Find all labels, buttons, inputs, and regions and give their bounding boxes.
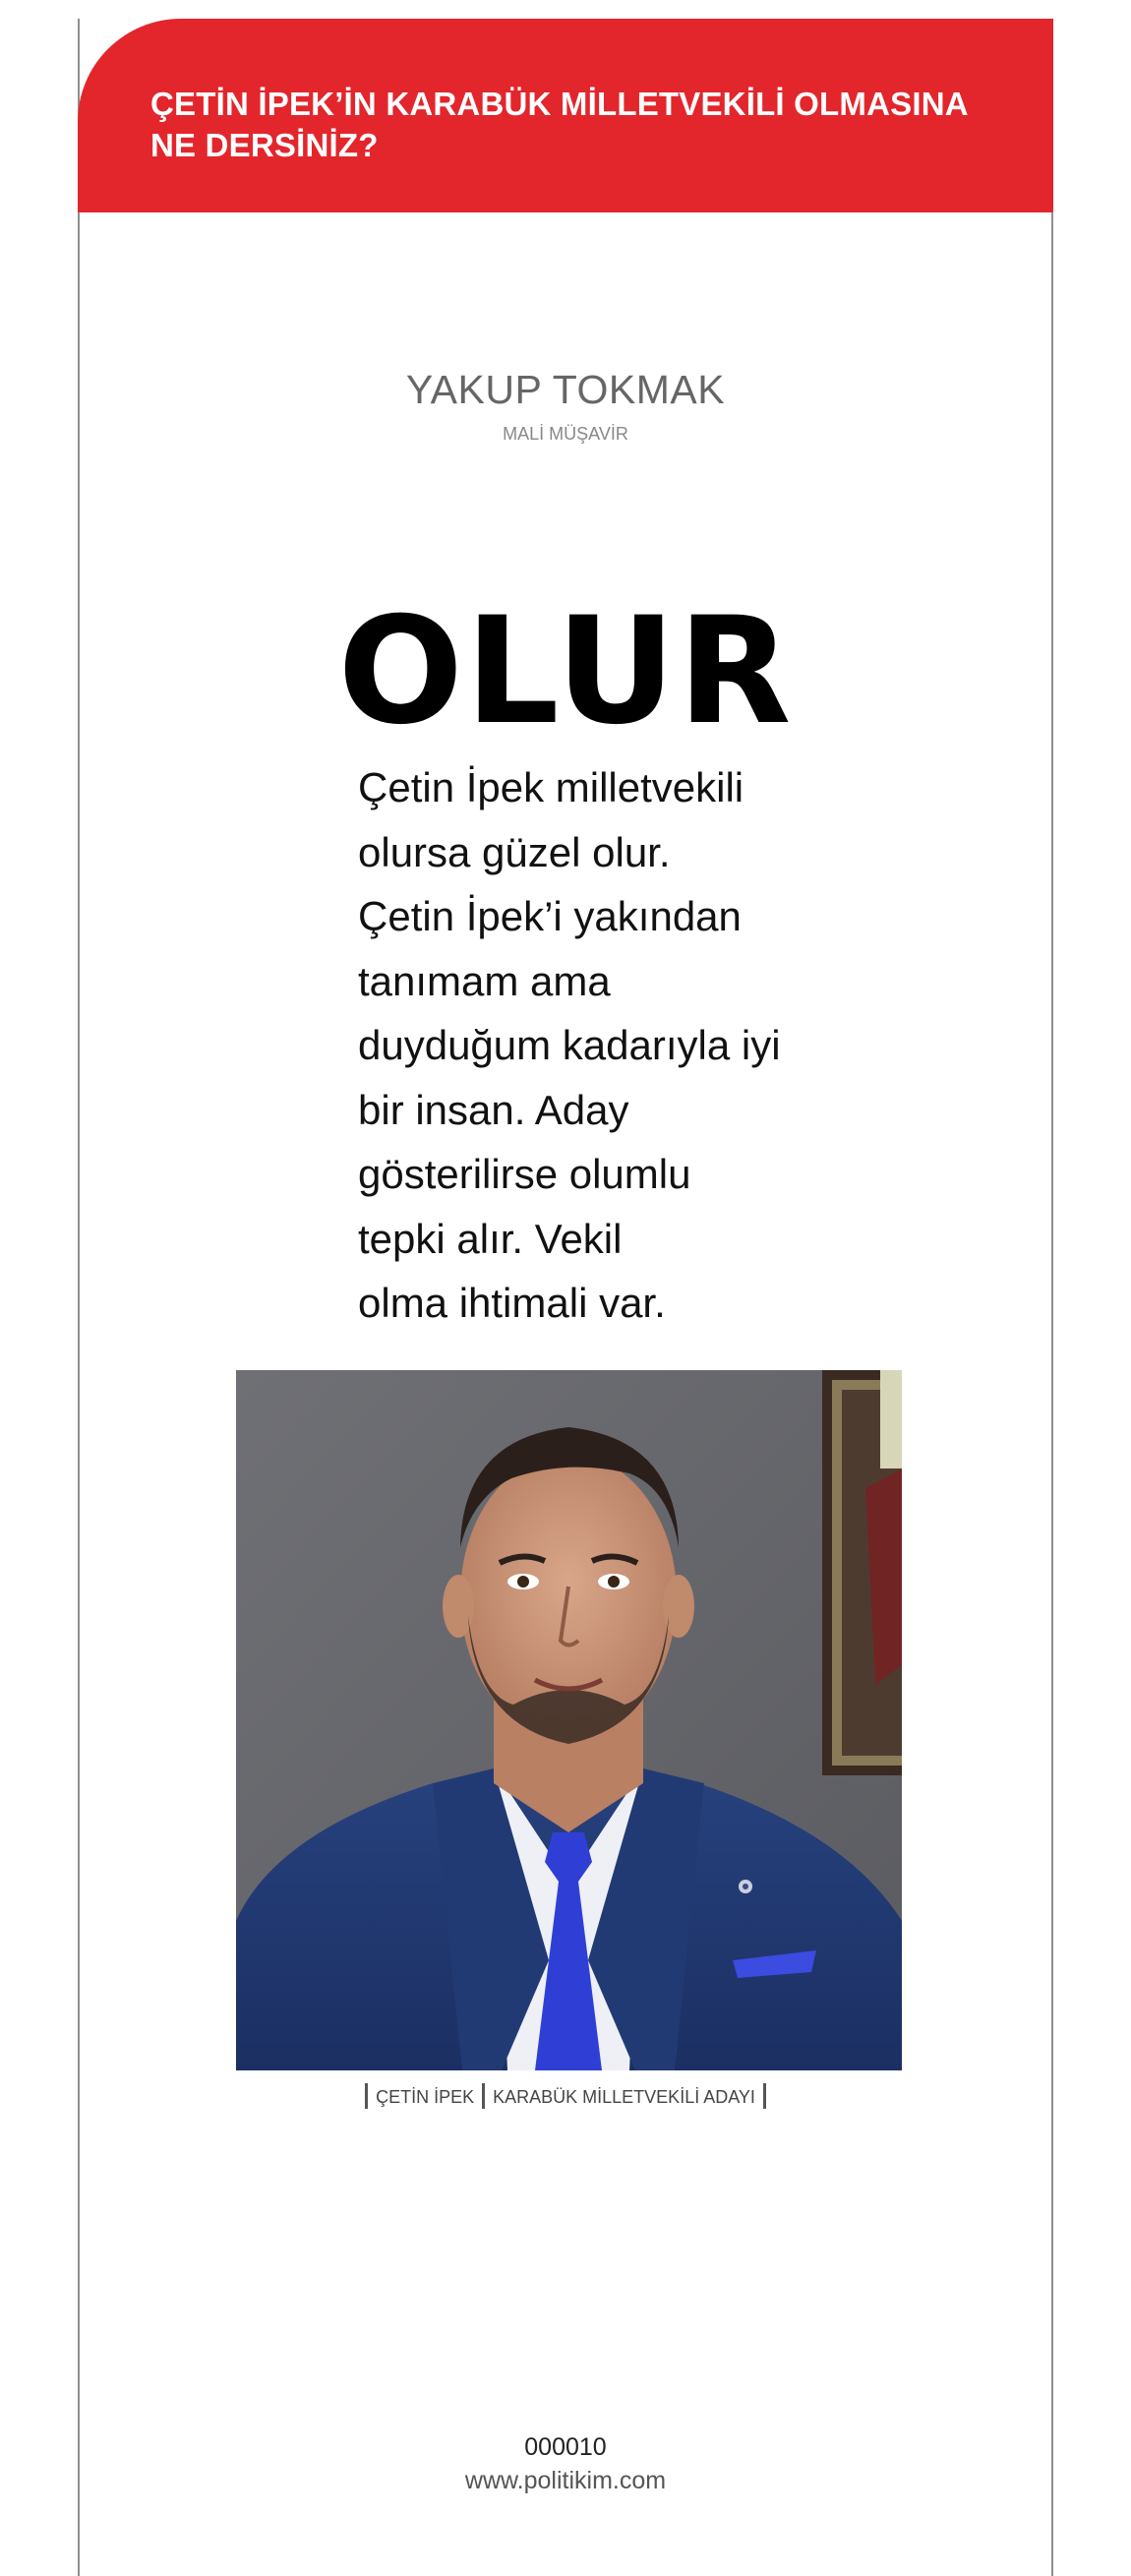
caption-name: ÇETİN İPEK — [376, 2087, 475, 2107]
candidate-photo — [236, 1370, 902, 2070]
header-banner — [78, 19, 1053, 212]
author-name: YAKUP TOKMAK — [405, 367, 726, 412]
caption-divider — [365, 2083, 368, 2109]
quote-line: Çetin İpek milletvekili — [358, 764, 744, 810]
quote-line: olma ihtimali var. — [358, 1280, 666, 1326]
author-role: MALİ MÜŞAVİR — [503, 424, 628, 444]
quote-line: duyduğum kadarıyla iyi — [358, 1022, 781, 1068]
quote-line: tepki alır. Vekil — [358, 1215, 623, 1262]
caption-divider — [482, 2083, 485, 2109]
quote-line: tanımam ama — [358, 957, 611, 1004]
answer-headline: OLUR — [337, 586, 794, 757]
photo-caption — [0, 2083, 1131, 2109]
caption-title: KARABÜK MİLLETVEKİLİ ADAYI — [493, 2087, 755, 2107]
caption-divider — [763, 2083, 766, 2109]
page-code: 000010 — [524, 2433, 607, 2461]
quote-line: gösterilirse olumlu — [358, 1151, 691, 1197]
site-url: www.politikim.com — [464, 2467, 667, 2494]
quote-text — [358, 755, 810, 1336]
quote-line: Çetin İpek’i yakından — [358, 893, 742, 939]
header-title: ÇETİN İPEK’İN KARABÜK MİLLETVEKİLİ OLMASINA NE DERSİNİZ? — [150, 86, 969, 163]
quote-line: bir insan. Aday — [358, 1086, 629, 1133]
candidate-portrait-image — [236, 1370, 902, 2070]
quote-line: olursa güzel olur. — [358, 828, 671, 875]
